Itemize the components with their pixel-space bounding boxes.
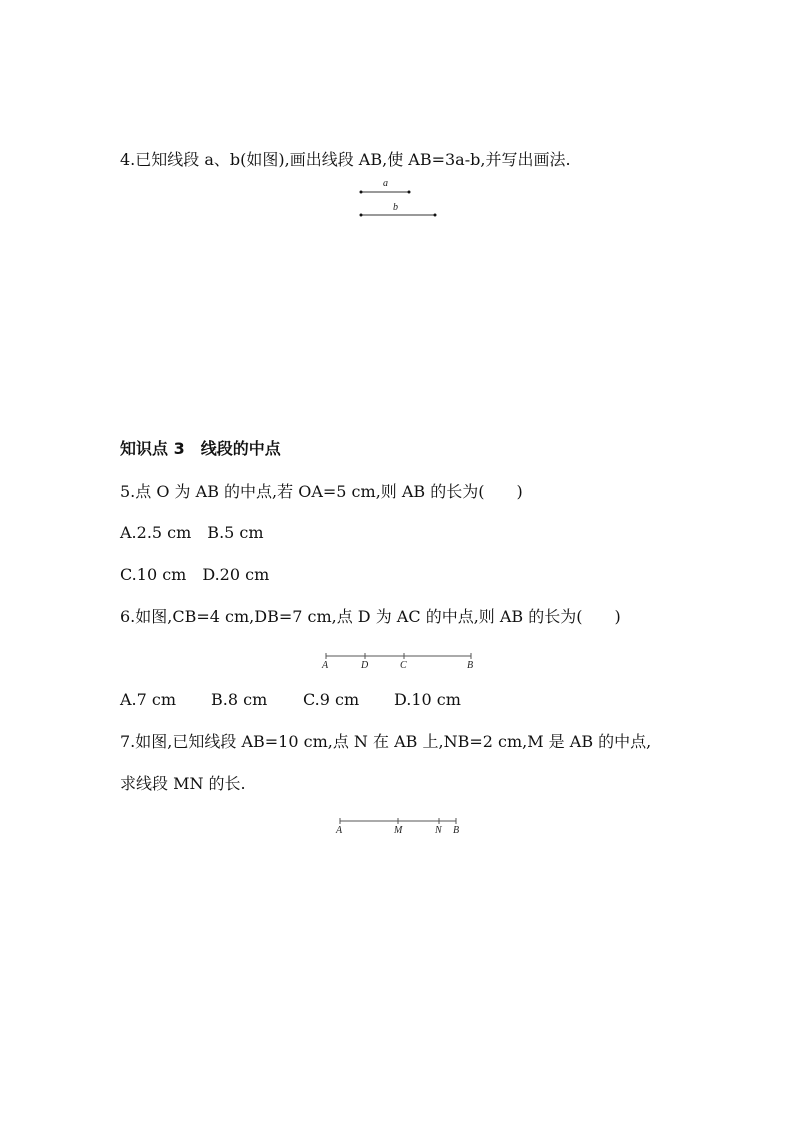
- section-heading-midpoint: 知识点 3 线段的中点: [120, 439, 281, 458]
- q6-label-D: D: [361, 660, 369, 671]
- q6-option-c: C.9 cm: [303, 690, 360, 709]
- q7-label-M: M: [394, 825, 403, 836]
- q6-option-a: A.7 cm: [120, 690, 177, 709]
- q7-segment-figure: [332, 815, 467, 839]
- question-7-text-line2: 求线段 MN 的长.: [120, 774, 246, 793]
- q4-label-b: b: [393, 202, 398, 213]
- q5-options-row1: A.2.5 cm B.5 cm: [120, 523, 264, 542]
- q4-segment-figure: [350, 172, 450, 222]
- q6-label-C: C: [400, 660, 407, 671]
- q7-label-N: N: [435, 825, 442, 836]
- q6-label-A: A: [322, 660, 329, 671]
- question-5-text: 5.点 O 为 AB 的中点,若 OA=5 cm,则 AB 的长为( ): [120, 482, 523, 501]
- q4-label-a: a: [383, 178, 388, 189]
- q6-segment-figure: [318, 650, 483, 674]
- q7-label-B: B: [453, 825, 460, 836]
- q6-label-B: B: [467, 660, 474, 671]
- q7-label-A: A: [336, 825, 343, 836]
- q6-option-b: B.8 cm: [211, 690, 268, 709]
- q6-option-d: D.10 cm: [394, 690, 461, 709]
- q6-options: [120, 690, 461, 710]
- question-7-text-line1: 7.如图,已知线段 AB=10 cm,点 N 在 AB 上,NB=2 cm,M 是 AB 的中点,: [120, 732, 652, 751]
- q5-options-row2: C.10 cm D.20 cm: [120, 565, 270, 584]
- question-6-text: 6.如图,CB=4 cm,DB=7 cm,点 D 为 AC 的中点,则 AB 的长为( ): [120, 607, 621, 626]
- question-4-text: 4.已知线段 a、b(如图),画出线段 AB,使 AB=3a-b,并写出画法.: [120, 150, 571, 169]
